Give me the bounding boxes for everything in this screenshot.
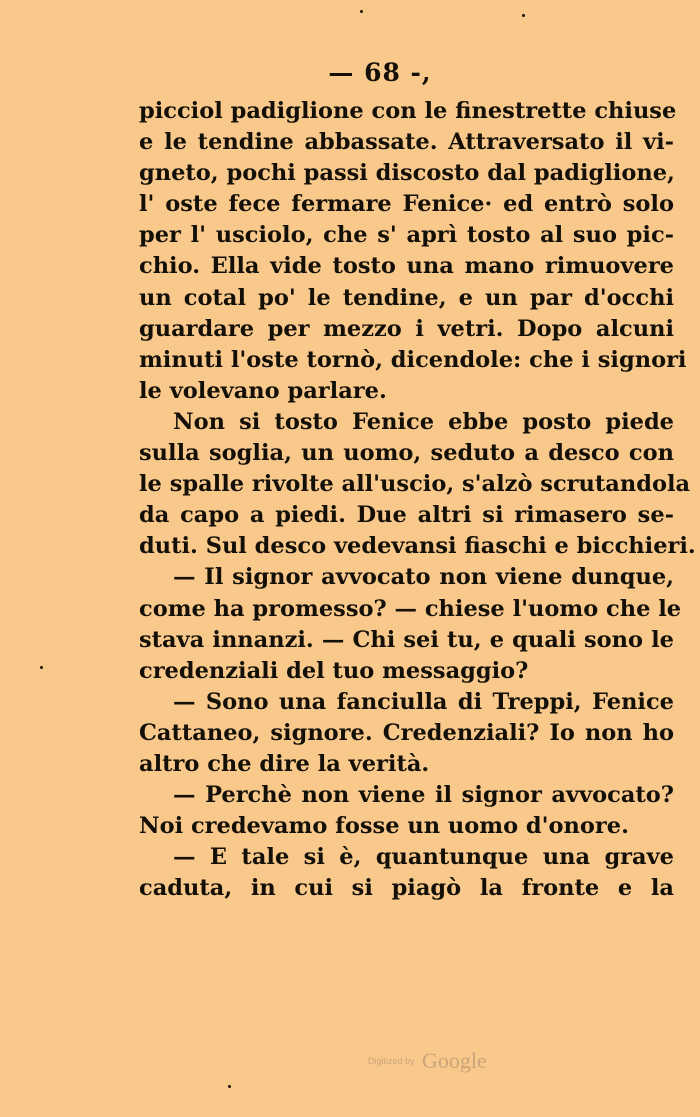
text-line: altro che dire la verità. — [139, 750, 430, 777]
ink-speck — [228, 1085, 231, 1088]
google-watermark — [368, 1048, 487, 1074]
text-line: — E tale si è, quantunque una grave — [173, 844, 674, 871]
text-line: credenziali del tuo messaggio? — [139, 657, 529, 684]
text-line: Cattaneo, signore. Credenziali? Io non ho — [139, 719, 674, 746]
text-line: minuti l'oste tornò, dicendole: che i signori — [139, 346, 687, 373]
text-line: guardare per mezzo i vetri. Dopo alcuni — [139, 315, 674, 342]
text-line: — Sono una fanciulla di Treppi, Fenice — [173, 688, 674, 715]
text-line: da capo a piedi. Due altri si rimasero se- — [139, 502, 674, 529]
ink-speck — [40, 666, 43, 669]
text-line: le volevano parlare. — [139, 377, 387, 404]
text-line: come ha promesso? — chiese l'uomo che le — [139, 595, 682, 622]
text-line: e le tendine abbassate. Attraversato il vi- — [139, 129, 674, 156]
watermark-prefix: Digitized by — [368, 1056, 415, 1066]
text-line: duti. Sul desco vedevansi fiaschi e bicchieri. — [139, 533, 696, 560]
text-line: — Il signor avvocato non viene dunque, — [173, 564, 674, 591]
text-line: — Perchè non viene il signor avvocato? — [173, 782, 674, 809]
page-number: — 68 -, — [328, 58, 432, 87]
ink-speck — [522, 14, 525, 17]
ink-speck — [360, 10, 363, 13]
text-line: le spalle rivolte all'uscio, s'alzò scrutandola — [139, 471, 691, 498]
google-logo-text: Google — [421, 1048, 487, 1073]
text-line: Non si tosto Fenice ebbe posto piede — [173, 408, 674, 435]
text-line: sulla soglia, un uomo, seduto a desco con — [139, 440, 674, 467]
text-line: Noi credevamo fosse un uomo d'onore. — [139, 813, 629, 840]
text-line: caduta, in cui si piagò la fronte e la — [139, 875, 674, 902]
text-line: stava innanzi. — Chi sei tu, e quali sono le — [139, 626, 674, 653]
text-line: per l' usciolo, che s' aprì tosto al suo pic- — [139, 222, 674, 249]
text-line: gneto, pochi passi discosto dal padiglione, — [139, 160, 675, 187]
text-line: picciol padiglione con le finestrette chiuse — [139, 98, 677, 124]
text-line: chio. Ella vide tosto una mano rimuovere — [139, 253, 674, 280]
body-text — [139, 96, 696, 904]
text-line: un cotal po' le tendine, e un par d'occhi — [139, 284, 674, 311]
text-line: l' oste fece fermare Fenice· ed entrò solo — [139, 191, 674, 218]
